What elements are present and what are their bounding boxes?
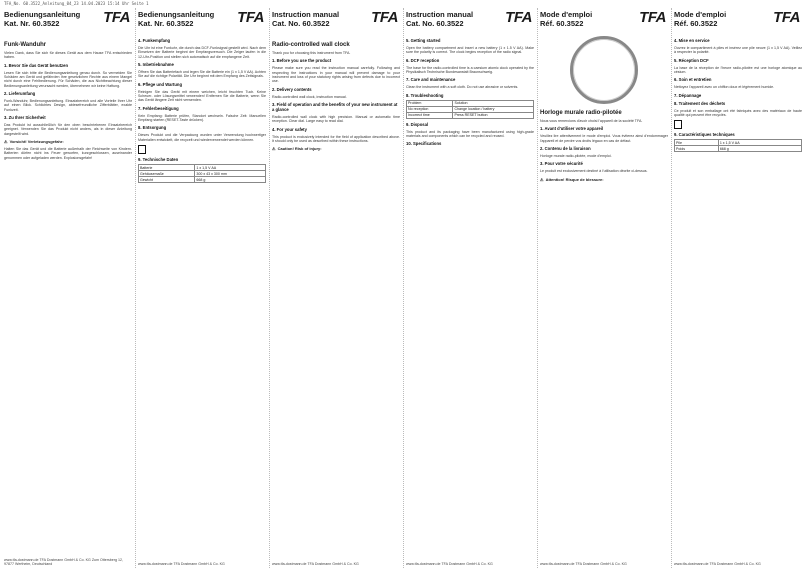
section-body: Lesen Sie sich bitte die Bedienungsanleitung genau durch. So vermeiden Sie Schäden am Gerät und gefährden Ihre gesetzlichen Rechte aus einem Mangel nicht durch eine Fehlbedienung. Für Schäden, die aus Nichtbeachtung dieser Bedienungsanleitung verursacht werden, übernehmen wir keine Haftung. [4, 70, 132, 88]
section-heading: 3. Pour votre sécurité [540, 161, 583, 167]
section-heading: 8. Troubleshooting [406, 92, 444, 98]
section-body: Halten Sie das Gerät und die Batterie außerhalb der Reichweite von Kindern. Batterien dürfen nicht ins Feuer geworfen, kurzgeschlossen, auseinander genommen oder aufgeladen werden. Explosionsgefahr! [4, 147, 132, 160]
section-body: This product is exclusively intended for the field of application described above. It should only be used as described within these instructions. [272, 134, 400, 144]
manual-title: Bedienungsanleitung Kat. Nr. 60.3522 [138, 10, 215, 28]
product-subtitle: Funk-Wanduhr [4, 42, 47, 48]
tfa-logo: TFA [505, 9, 532, 26]
column-fr-2 [674, 8, 802, 568]
product-subtitle: Radio-controlled wall clock [272, 42, 350, 48]
section-heading: 2. Delivery contents [272, 86, 312, 92]
section-heading: 5. Réception DCF [674, 57, 709, 63]
column-divider [135, 8, 136, 568]
section-heading: 3. Field of operation and the benefits of your new instrument at a glance [272, 102, 398, 113]
troubleshooting-table [406, 100, 534, 119]
warning-icon: ⚠ [540, 176, 544, 182]
section-body: Radio-controlled wall clock, instruction manual. [272, 94, 347, 99]
column-divider [537, 8, 538, 568]
section-heading: 9. Technische Daten [138, 157, 179, 163]
clock-illustration [540, 36, 668, 104]
wall-clock-icon [570, 36, 638, 104]
tfa-logo: TFA [773, 9, 800, 26]
section-heading: 1. Bevor Sie das Gerät benutzen [4, 62, 68, 68]
product-subtitle: Horloge murale radio-pilotée [540, 110, 622, 116]
section-heading: 1. Avant d'utiliser votre appareil [540, 126, 604, 132]
page-footer: www.tfa-dostmann.de TFA Dostmann GmbH & Co. KG [272, 562, 359, 566]
section-heading: 5. Getting started [406, 38, 441, 43]
crossed-bin-icon [138, 145, 146, 154]
disposal-note [138, 145, 266, 154]
table-row: Incorrect time Press RESET button [407, 112, 534, 118]
section-body: Öffnen Sie das Batteriefach und legen Sie die Batterie ein (1 x 1,5 V AA). Achten Sie auf die richtige Polarität. Die Uhr beginnt mit dem Empfang des Zeitsignals. [138, 70, 266, 79]
section-heading: 3. Zu Ihrer Sicherheit [4, 115, 46, 121]
column-de-1 [4, 8, 132, 568]
section-body: La base de la réception de l'heure radio-pilotée est une horloge atomique au césium. [674, 65, 802, 75]
table-row: Pile 1 x 1,5 V AA [675, 140, 802, 146]
caution-note: ⚠ Attention! Risque de blessure: [540, 176, 604, 182]
section-body: Le produit est exclusivement destiné à l'utilisation décrite ci-dessus. [540, 169, 648, 174]
section-body: Dieses Produkt und die Verpackung wurden unter Verwendung hochwertiger Materialien entwickelt, die recycelt und wiederverwendet werden können. [138, 133, 266, 142]
section-body: Funk-Wanduhr, Bedienungsanleitung. Einsatzbereich und alle Vorteile Ihrer Uhr auf einen Blick. Schlichtes Design, ablesefreundliche Zifferblätter, exakte Funkzeit. [4, 99, 132, 112]
section-heading: 7. Fehlerbeseitigung [138, 105, 179, 111]
manual-title: Bedienungsanleitung Kat. Nr. 60.3522 [4, 10, 81, 28]
section-body: Veuillez lire attentivement le mode d'emploi. Vous éviterez ainsi d'endommager l'appareil et de perdre vos droits légaux en cas de défaut. [540, 134, 668, 143]
section-body: The base for the radio-controlled time is a caesium atomic clock operated by the Physikalisch Technische Bundesanstalt Braunschweig. [406, 65, 534, 75]
section-heading: 4. Funkempfang [138, 38, 171, 43]
print-header: TFA_No. 60.3522_Anleitung_04_23 14.04.2023 15:14 Uhr Seite 1 [4, 1, 149, 6]
section-body: Ce produit et son emballage ont été fabriqués avec des matériaux de haute qualité qui peuvent être recyclés. [674, 108, 802, 118]
table-row: Batterie 1 x 1,5 V AA [139, 165, 266, 171]
manual-title: Instruction manual Cat. No. 60.3522 [272, 10, 340, 28]
manual-title: Mode d'emploi Réf. 60.3522 [674, 10, 727, 28]
section-body: Radio-controlled wall clock with high precision. Manual or automatic time reception. Clear dial. Large easy to read dial. [272, 115, 400, 124]
section-body: Ouvrez le compartiment à piles et insérez une pile neuve (1 x 1,5 V AA). Veillez à respecter la polarité. [674, 46, 802, 55]
section-heading: 7. Care and maintenance [406, 77, 456, 83]
table-row: Problem Solution [407, 100, 534, 106]
manual-title: Mode d'emploi Réf. 60.3522 [540, 10, 593, 28]
section-heading: 4. For your safety [272, 126, 307, 132]
section-body: Die Uhr ist eine Funkuhr, die durch das DCF-Funksignal gestellt wird. Nach dem Einsetzen der Batterie beginnt der Empfangsversuch. Die Zeiger laufen in die 12-Uhr-Position und stellen sich automatisch auf die empfangene Zeit. [138, 46, 266, 59]
table-row: Poids 668 g [675, 146, 802, 152]
intro-text: Thank you for choosing this instrument from TFA. [272, 51, 351, 55]
page-footer: www.tfa-dostmann.de TFA Dostmann GmbH & Co. KG [406, 562, 493, 566]
section-body: Reinigen Sie das Gerät mit einem weichen, leicht feuchten Tuch. Keine Scheuer- oder Lösungsmittel verwenden! Entfernen Sie die Batterie, wenn Sie das Gerät längere Zeit nicht verwenden. [138, 89, 266, 103]
table-row: Gewicht 668 g [139, 177, 266, 183]
table-row: Gehäusemaße 300 x 43 x 300 mm [139, 171, 266, 177]
column-en-1 [272, 8, 400, 568]
section-body: Please make sure you read the instruction manual carefully. Following and respecting the instructions in your manual will prevent damage to your instrument and loss of your statutory rights arising from defects due to incorrect use. [272, 66, 400, 84]
section-body: This product and its packaging have been manufactured using high-grade materials and components which can be recycled and reused. [406, 129, 534, 139]
section-heading: 6. DCF reception [406, 57, 440, 63]
section-body: Clean the instrument with a soft cloth. Do not use abrasive or solvents. [406, 85, 519, 90]
section-heading: 8. Entsorgung [138, 125, 167, 131]
section-heading: 2. Contenu de la livraison [540, 146, 591, 152]
tfa-logo: TFA [103, 9, 130, 26]
intro-text: Nous vous remercions d'avoir choisi l'appareil de la société TFA. [540, 119, 643, 123]
warning-icon: ⚠ [272, 146, 276, 152]
column-divider [671, 8, 672, 568]
section-heading: 1. Before you use the product [272, 58, 332, 64]
tfa-logo: TFA [371, 9, 398, 26]
section-heading: 4. Mise en service [674, 38, 710, 43]
column-de-2 [138, 8, 266, 568]
intro-text: Vielen Dank, dass Sie sich für dieses Gerät aus dem Hause TFA entschieden haben. [4, 51, 132, 60]
specs-table [674, 139, 802, 152]
section-body: Nettoyez l'appareil avec un chiffon doux et légèrement humide. [674, 85, 775, 90]
page-footer: www.tfa-dostmann.de TFA Dostmann GmbH & Co. KG Zum Ottersberg 12, 97877 Wertheim, Deutschland [4, 558, 123, 566]
tfa-logo: TFA [237, 9, 264, 26]
page-footer: www.tfa-dostmann.de TFA Dostmann GmbH & Co. KG [674, 562, 761, 566]
manual-title: Instruction manual Cat. No. 60.3522 [406, 10, 474, 28]
disposal-note [674, 120, 802, 129]
section-heading: 9. Disposal [406, 121, 429, 127]
section-body: Horloge murale radio-pilotée, mode d'emploi. [540, 154, 612, 159]
section-body: Das Produkt ist ausschließlich für den oben beschriebenen Einsatzbereich geeignet. Verwenden Sie das Produkt nicht anders, als in dieser Anleitung dargestellt wird. [4, 123, 132, 136]
specs-table [138, 164, 266, 183]
section-body: Open the battery compartment and insert a new battery (1 x 1.5 V AA). Make sure the polarity is correct. The clock begins reception of the radio signal. [406, 46, 534, 55]
column-divider [403, 8, 404, 568]
caution-note: ⚠ Vorsicht! Verletzungsgefahr: [4, 139, 64, 145]
column-en-2 [406, 8, 534, 568]
caution-note: ⚠ Caution! Risk of injury: [272, 146, 322, 152]
tfa-logo: TFA [639, 9, 666, 26]
section-heading: 9. Caractéristiques techniques [674, 132, 735, 138]
page-footer: www.tfa-dostmann.de TFA Dostmann GmbH & Co. KG [138, 562, 225, 566]
section-heading: 2. Lieferumfang [4, 91, 36, 97]
section-heading: 6. Soin et entretien [674, 77, 712, 83]
section-heading: 6. Pflege und Wartung [138, 81, 183, 87]
section-body: Kein Empfang: Batterie prüfen, Standort wechseln. Falsche Zeit: Manuellen Empfang starten (RESET-Taste drücken). [138, 113, 266, 123]
section-heading: 10. Specifications [406, 141, 442, 147]
crossed-bin-icon [674, 120, 682, 129]
section-heading: 7. Dépannage [674, 92, 702, 98]
section-heading: 5. Inbetriebnahme [138, 62, 174, 68]
table-row: No reception Change location / battery [407, 106, 534, 112]
warning-icon: ⚠ [4, 139, 8, 145]
column-divider [269, 8, 270, 568]
column-fr-1 [540, 8, 668, 568]
page-footer: www.tfa-dostmann.de TFA Dostmann GmbH & Co. KG [540, 562, 627, 566]
section-heading: 8. Traitement des déchets [674, 100, 726, 106]
